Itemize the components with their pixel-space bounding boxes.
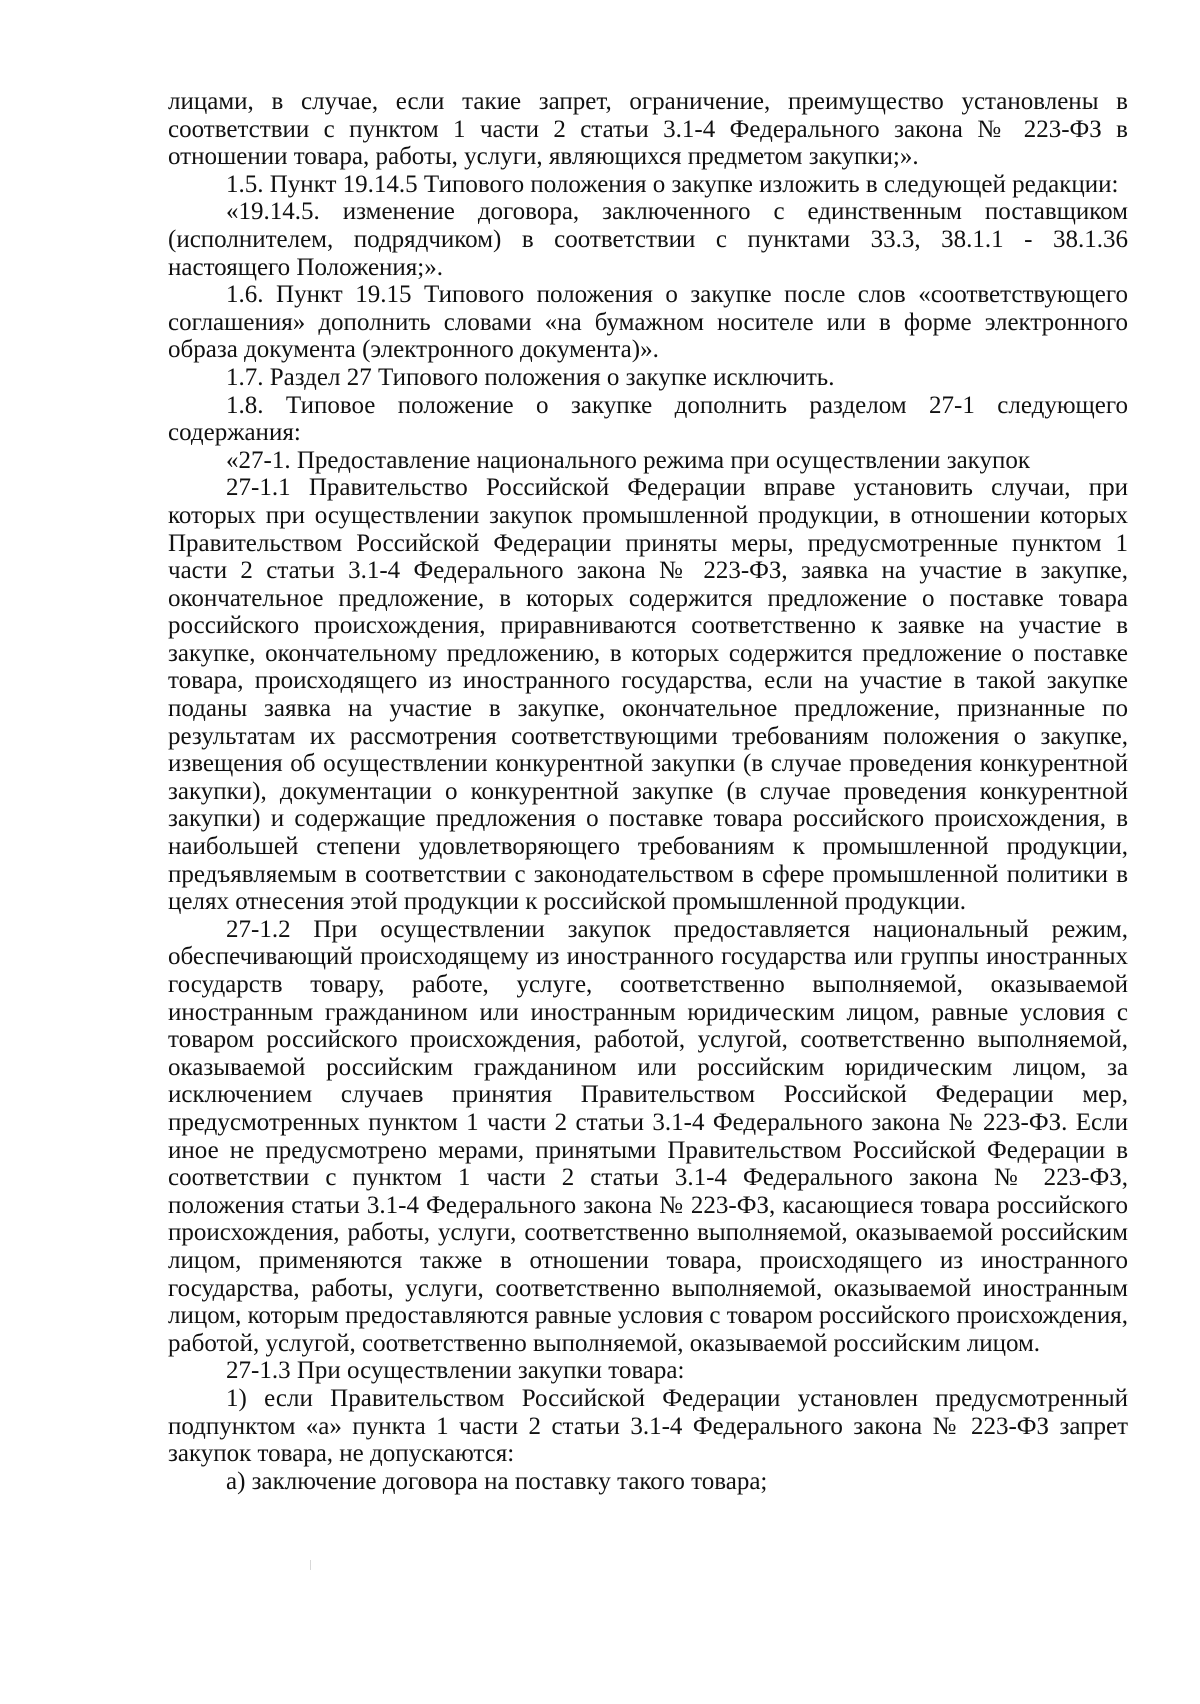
paragraph-1-7: 1.7. Раздел 27 Типового положения о закупке исключить. [226, 363, 835, 391]
paragraph-continuation: лицами, в случае, если такие запрет, ограничение, преимущество установлены в соответствии с пунктом 1 части 2 статьи 3.1-4 Федерального закона № 223-ФЗ в отношении товара, работы, услуги, являющихся предметом закупки;». [168, 88, 1128, 171]
document-page [168, 88, 1128, 1495]
list-item-a: а) заключение договора на поставку такого товара; [226, 1467, 768, 1495]
paragraph-27-1-3: 27-1.3 При осуществлении закупки товара: [226, 1357, 685, 1385]
paragraph-27-1-2: 27-1.2 При осуществлении закупок предоставляется национальный режим, обеспечивающий происходящему из иностранного государства или группы иностранных государств товару, работе, услуге, соответственно выполняемой, оказываемой иностранным гражданином или иностранным юридическим лицом, равные условия с товаром российского происхождения, работой, услугой, соответственно выполняемой, оказываемой российским гражданином или российским юридическим лицом, за исключением случаев принятия Правительством Российской Федерации мер, предусмотренных пунктом 1 части 2 статьи 3.1-4 Федерального закона № 223-ФЗ. Если иное не предусмотрено мерами, принятыми Правительством Российской Федерации в соответствии с пунктом 1 части 2 статьи 3.1-4 Федерального закона № 223-ФЗ, положения статьи 3.1-4 Федерального закона № 223-ФЗ, касающиеся товара российского происхождения, работы, услуги, соответственно выполняемой, оказываемой российским лицом, применяются также в отношении товара, происходящего из иностранного государства, работы, услуги, соответственно выполняемой, оказываемой иностранным лицом, которым предоставляются равные условия с товаром российского происхождения, работой, услугой, соответственно выполняемой, оказываемой российским лицом. [168, 915, 1128, 1357]
scan-artifact [310, 1560, 311, 1570]
section-27-1-heading: «27-1. Предоставление национального режима при осуществлении закупок [226, 446, 1030, 474]
paragraph-1-6: 1.6. Пункт 19.15 Типового положения о закупке после слов «соответствующего соглашения» дополнить словами «на бумажном носителе или в форме электронного образа документа (электронного документа)». [168, 281, 1128, 364]
paragraph-19-14-5: «19.14.5. изменение договора, заключенного с единственным поставщиком (исполнителем, подрядчиком) в соответствии с пунктами 33.3, 38.1.1 - 38.1.36 настоящего Положения;». [168, 198, 1128, 281]
paragraph-1-8: 1.8. Типовое положение о закупке дополнить разделом 27-1 следующего содержания: [168, 391, 1128, 447]
paragraph-27-1-1: 27-1.1 Правительство Российской Федерации вправе установить случаи, при которых при осуществлении закупок промышленной продукции, в отношении которых Правительством Российской Федерации приняты меры, предусмотренные пунктом 1 части 2 статьи 3.1-4 Федерального закона № 223-ФЗ, заявка на участие в закупке, окончательное предложение, в которых содержится предложение о поставке товара российского происхождения, приравниваются соответственно к заявке на участие в закупке, окончательному предложению, в которых содержится предложение о поставке товара, происходящего из иностранного государства, если на участие в такой закупке поданы заявка на участие в закупке, окончательное предложение, признанные по результатам их рассмотрения соответствующими требованиям положения о закупке, извещения об осуществлении конкурентной закупки (в случае проведения конкурентной закупки), документации о конкурентной закупке (в случае проведения конкурентной закупки) и содержащие предложения о поставке товара российского происхождения, в наибольшей степени удовлетворяющего требованиям к промышленной продукции, предъявляемым в соответствии с законодательством в сфере промышленной политики в целях отнесения этой продукции к российской промышленной продукции. [168, 474, 1128, 916]
list-item-1: 1) если Правительством Российской Федерации установлен предусмотренный подпунктом «а» пункта 1 части 2 статьи 3.1-4 Федерального закона № 223-ФЗ запрет закупок товара, не допускаются: [168, 1384, 1128, 1468]
paragraph-1-5: 1.5. Пункт 19.14.5 Типового положения о закупке изложить в следующей редакции: [226, 170, 1119, 198]
